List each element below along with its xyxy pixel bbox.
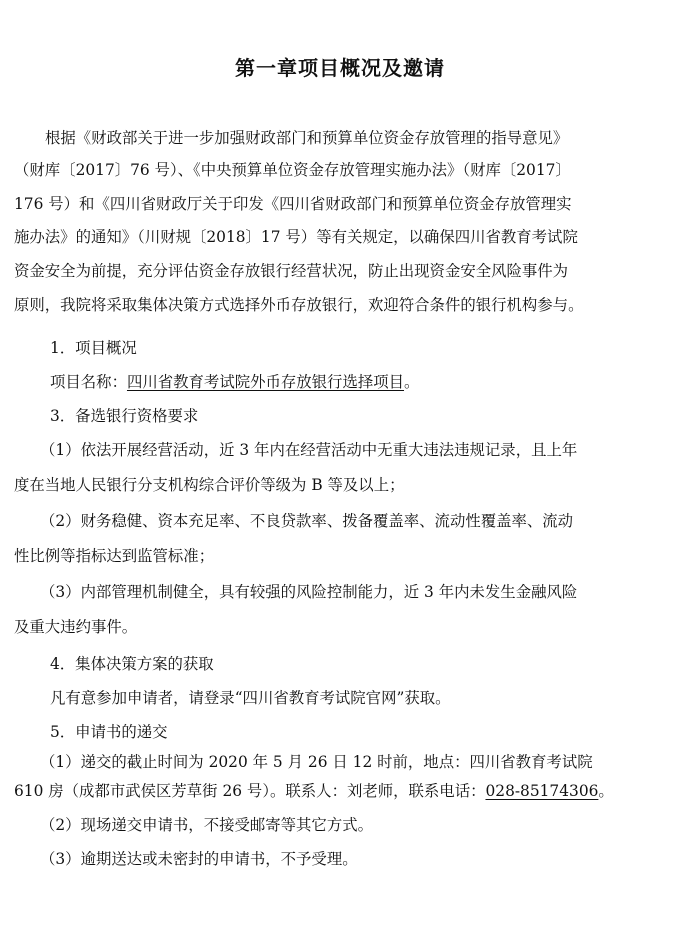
submission-address-end: 。: [598, 782, 614, 800]
decision-plan-text: 凡有意参加申请者，请登录“四川省教育考试院官网”获取。: [50, 689, 451, 707]
intro-line-6: 原则，我院将采取集体决策方式选择外币存放银行，欢迎符合条件的银行机构参与。: [14, 296, 584, 314]
project-name-end: 。: [404, 373, 420, 391]
submission-2: （2）现场递交申请书，不接受邮寄等其它方式。: [40, 816, 373, 834]
project-name-line: [14, 372, 666, 392]
requirement-2-line-1: （2）财务稳健、资本充足率、不良贷款率、拨备覆盖率、流动性覆盖率、流动: [40, 512, 574, 530]
intro-line-4: 施办法》的通知》（川财规〔2018〕17 号）等有关规定，以确保四川省教育考试院: [14, 228, 578, 246]
submission-1-line-1: （1）递交的截止时间为 2020 年 5 月 26 日 12 时前，地点：四川省教育考试院: [40, 753, 593, 771]
requirement-3-line-1: （3）内部管理机制健全，具有较强的风险控制能力，近 3 年内未发生金融风险: [40, 583, 578, 601]
project-name-value: 四川省教育考试院外币存放银行选择项目: [126, 373, 405, 391]
intro-line-1: 根据《财政部关于进一步加强财政部门和预算单位资金存放管理的指导意见》: [45, 129, 569, 147]
requirement-1-line-2: 度在当地人民银行分支机构综合评价等级为 B 等及以上；: [14, 476, 405, 494]
intro-line-3: 176 号）和《四川省财政厅关于印发《四川省财政部门和预算单位资金存放管理实: [14, 195, 572, 213]
submission-address-text: 610 房（成都市武侯区芳草街 26 号）。联系人：刘老师，联系电话：: [14, 782, 486, 800]
project-name-label: 项目名称：: [50, 373, 127, 391]
requirement-1-line-1: （1）依法开展经营活动，近 3 年内在经营活动中无重大违法违规记录，且上年: [40, 441, 578, 459]
contact-phone: 028-85174306: [485, 782, 599, 800]
intro-line-2: （财库〔2017〕76 号）、《中央预算单位资金存放管理实施办法》（财库〔2017〕: [14, 161, 571, 179]
intro-line-5: 资金安全为前提，充分评估资金存放银行经营状况，防止出现资金安全风险事件为: [14, 262, 569, 280]
section-heading-submission: 5．申请书的递交: [50, 723, 168, 741]
section-heading-bank-requirements: 3．备选银行资格要求: [50, 407, 199, 425]
section-heading-project-overview: 1．项目概况: [50, 339, 137, 357]
submission-3: （3）逾期送达或未密封的申请书，不予受理。: [40, 850, 358, 868]
section-heading-decision-plan: 4．集体决策方案的获取: [50, 655, 214, 673]
submission-1-line-2: [14, 781, 666, 801]
requirement-2-line-2: 性比例等指标达到监管标准；: [14, 547, 215, 565]
requirement-3-line-2: 及重大违约事件。: [14, 618, 138, 636]
chapter-title: 第一章项目概况及邀请: [235, 56, 445, 80]
